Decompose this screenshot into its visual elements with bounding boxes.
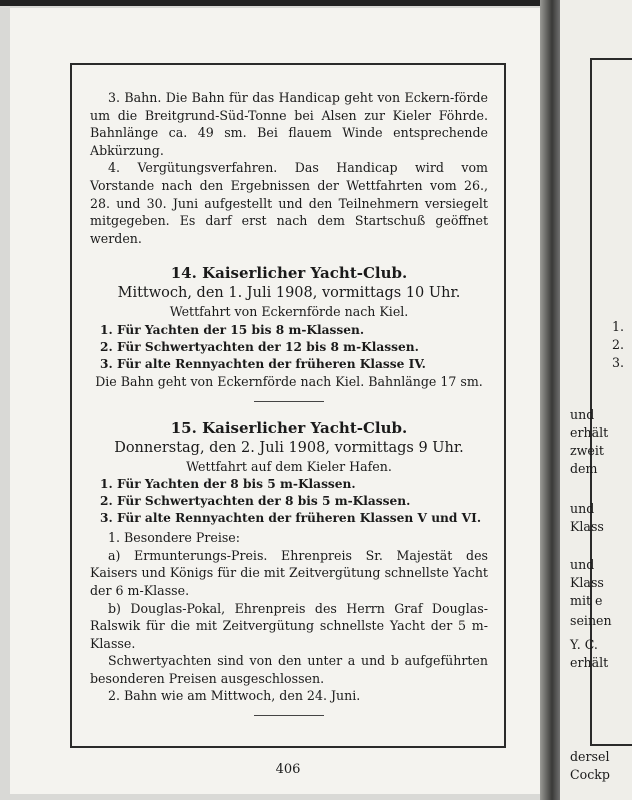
race-14-class-3: 3. Für alte Rennyachten der früheren Klasse IV.	[100, 356, 426, 371]
right-page-fragment: erhält	[570, 655, 609, 670]
page-number: 406	[275, 762, 301, 777]
right-page-fragment: und	[570, 407, 595, 422]
race-14-class-2: 2. Für Schwertyachten der 12 bis 8 m-Klassen.	[100, 339, 419, 354]
divider	[254, 401, 324, 402]
race-15-class-1: 1. Für Yachten der 8 bis 5 m-Klassen.	[100, 477, 356, 492]
divider-bottom	[254, 715, 324, 716]
race-15-title: 15. Kaiserlicher Yacht-Club.	[170, 418, 408, 437]
race-14-classes	[100, 322, 488, 373]
right-page-edge	[560, 0, 632, 800]
race-14-class-1: 1. Für Yachten der 15 bis 8 m-Klassen.	[100, 322, 365, 337]
prizes-heading: 1. Besondere Preise:	[108, 530, 241, 546]
race-14-title: 14. Kaiserlicher Yacht-Club.	[170, 264, 408, 283]
prize-a: a) Ermunterungs-Preis. Ehrenpreis Sr. Majestät des Kaisers und Königs für die mit Zeitvergütung schnellste Yacht der 6 m-Klasse.	[90, 547, 488, 598]
race-14-course: Wettfahrt von Eckernförde nach Kiel.	[169, 304, 409, 320]
right-page-fragment: Klass	[570, 519, 604, 534]
right-page-fragment: Y. C.	[570, 637, 598, 652]
right-page-fragment: 2.	[612, 337, 625, 352]
book-gutter	[540, 0, 560, 800]
scan-top-edge	[0, 0, 632, 6]
right-page-fragment: und	[570, 557, 595, 572]
right-page-fragment: 3.	[612, 355, 625, 370]
exclusion-note: Schwertyachten sind von den unter a und b aufgeführten besonderen Preisen ausgeschlossen.	[90, 653, 488, 686]
right-page-fragment: dersel	[570, 749, 610, 764]
left-page	[10, 8, 540, 794]
race-15-class-2: 2. Für Schwertyachten der 8 bis 5 m-Klassen.	[100, 494, 411, 509]
race-14-date: Mittwoch, den 1. Juli 1908, vormittags 10 Uhr.	[117, 285, 461, 302]
right-page-fragment: dem	[570, 461, 598, 476]
prize-b: b) Douglas-Pokal, Ehrenpreis des Herrn Graf Douglas-Ralswik für die mit Zeitvergütung schnellste Yacht der 5 m-Klasse.	[90, 600, 488, 651]
race-15-course: Wettfahrt auf dem Kieler Hafen.	[186, 458, 392, 474]
race-14-note: Die Bahn geht von Eckernförde nach Kiel. Bahnlänge 17 sm.	[95, 373, 483, 389]
paragraph-course: 3. Bahn. Die Bahn für das Handicap geht von Eckern-förde um die Breitgrund-Süd-Tonne bei Alsen zur Kieler Föhrde. Bahnlänge ca. 49 sm. Bei flauem Winde entsprechende Abkürzung.	[90, 90, 488, 158]
right-page-fragment: Cockp	[570, 767, 610, 782]
race-15-class-3: 3. Für alte Rennyachten der früheren Klassen V und VI.	[100, 511, 482, 526]
text-frame	[70, 63, 506, 748]
right-page-fragment: seinen	[570, 613, 612, 628]
race-15-classes	[100, 476, 488, 527]
right-page-fragment: zweit	[570, 443, 604, 458]
paragraph-handicap: 4. Vergütungsverfahren. Das Handicap wird vom Vorstande nach den Ergebnissen der Wettfahrten vom 26., 28. und 30. Juni aufgestellt und den Teilnehmern versiegelt mitgegeben. Es darf erst nach dem Startschuß geöffnet werden.	[90, 160, 488, 246]
right-page-fragment: erhält	[570, 425, 609, 440]
right-page-fragment: und	[570, 501, 595, 516]
course-note: 2. Bahn wie am Mittwoch, den 24. Juni.	[108, 688, 361, 704]
race-15-date: Donnerstag, den 2. Juli 1908, vormittags 9 Uhr.	[114, 439, 464, 456]
right-page-fragment: Klass	[570, 575, 604, 590]
right-page-fragment: 1.	[612, 319, 625, 334]
right-page-fragment: mit e	[570, 593, 603, 608]
